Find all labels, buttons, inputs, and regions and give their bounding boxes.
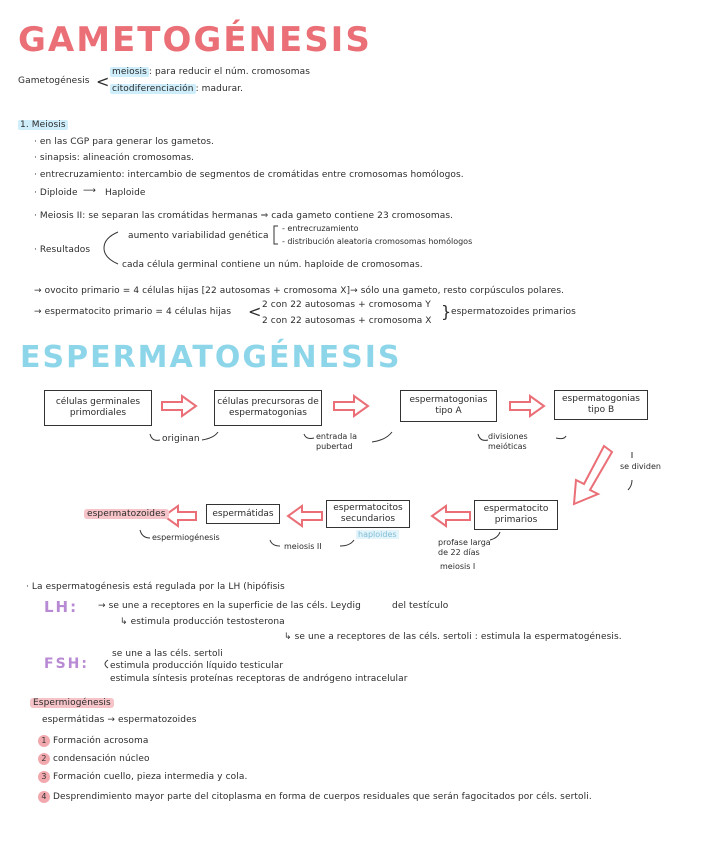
- box-espermatogonias-a: espermatogonias tipo A: [400, 390, 497, 422]
- lh-line-1: → se une a receptores en la superficie de las céls. Leydig: [98, 601, 361, 611]
- regulation-intro: · La espermatogénesis está regulada por la LH (hipófisis: [26, 582, 285, 592]
- espermio-step: 4 Desprendimiento mayor parte del citoplasma en forma de cuerpos residuales que serán fagocitados por céls. sertoli.: [38, 791, 592, 803]
- meiosis-desc: : para reducir el núm. cromosomas: [148, 67, 311, 77]
- resultado-2: cada célula germinal contiene un núm. haploide de cromosomas.: [122, 260, 423, 270]
- title-spermatogenesis: ESPERMATOGÉNESIS: [20, 340, 402, 375]
- note-haploides: haploides: [358, 530, 397, 539]
- box-precursoras: células precursoras de espermatogonias: [214, 390, 322, 426]
- box-espermatidas: espermátidas: [206, 504, 280, 524]
- note-originan: originan: [162, 434, 200, 444]
- note-meiosis-1: meiosis I: [440, 562, 476, 571]
- lh-label: LH:: [44, 598, 79, 616]
- meiosis-key: meiosis: [112, 67, 147, 77]
- resultado-1: aumento variabilidad genética: [128, 231, 269, 241]
- box-espermatocito-primarios: espermatocito primarios: [474, 500, 558, 530]
- meiosis-item: · sinapsis: alineación cromosomas.: [34, 153, 195, 163]
- lh-line-1b: del testículo: [392, 601, 449, 611]
- espermatocito-b: 2 con 22 autosomas + cromosoma X: [262, 316, 432, 326]
- box-espermatogonias-b: espermatogonias tipo B: [554, 390, 648, 420]
- fsh-line-1: se une a las céls. sertoli: [112, 649, 223, 659]
- brace-left-icon: <: [248, 302, 262, 321]
- meiosis-item: · en las CGP para generar los gametos.: [34, 137, 214, 147]
- note-pubertad: entrada la pubertad: [316, 432, 357, 451]
- box-germinales: células germinales primordiales: [44, 390, 152, 426]
- note-profase: profase larga de 22 días: [438, 538, 491, 557]
- fsh-label: FSH:: [44, 656, 89, 672]
- fsh-line-2: estimula producción líquido testicular: [110, 661, 284, 671]
- espermatocito-suffix: espermatozoides primarios: [451, 307, 576, 317]
- lh-line-3: ↳ se une a receptores de las céls. sertoli : estimula la espermatogénesis.: [284, 632, 622, 642]
- resultados-label: · Resultados: [34, 245, 91, 255]
- brace-left-icon: <: [96, 72, 110, 91]
- note-meiosis-2: meiosis II: [284, 542, 322, 551]
- title-gametogenesis: GAMETOGÉNESIS: [18, 20, 372, 60]
- note-se-dividen: se dividen: [620, 462, 661, 471]
- fsh-line-3: estimula síntesis proteínas receptoras de andrógeno intracelular: [110, 674, 408, 684]
- gametogenesis-label: Gametogénesis: [18, 76, 90, 86]
- note-espermiogenesis: espermiogénesis: [152, 533, 220, 542]
- resultado-1b: - distribución aleatoria cromosomas homólogos: [282, 237, 473, 246]
- brace-right-icon: }: [441, 302, 452, 321]
- lh-line-2: ↳ estimula producción testosterona: [120, 617, 285, 627]
- meiosis-item: · Diploide: [34, 188, 78, 198]
- citodif-key: citodiferenciación: [112, 84, 194, 94]
- resultado-1a: - entrecruzamiento: [282, 224, 359, 233]
- final-espermatozoides: espermatozoides: [84, 509, 169, 519]
- meiosis-item: · entrecruzamiento: intercambio de segmentos de cromátidas entre cromosomas homólogos.: [34, 170, 464, 180]
- box-espermatocitos-secundarios: espermatocitos secundarios: [326, 500, 410, 528]
- espermatocito-line: → espermatocito primario = 4 células hijas: [34, 307, 232, 317]
- arrow-right-icon: ⟶: [83, 186, 97, 196]
- espermio-heading: Espermiogénesis: [30, 698, 114, 708]
- meiosis-heading: 1. Meiosis: [20, 120, 66, 130]
- espermatocito-a: 2 con 22 autosomas + cromosoma Y: [262, 300, 431, 310]
- note-divisiones: divisiones meióticas: [488, 432, 528, 451]
- meiosis-item: · Meiosis II: se separan las cromátidas hermanas ⇒ cada gameto contiene 23 cromosomas.: [34, 211, 454, 221]
- espermio-step: 2 condensación núcleo: [38, 753, 150, 765]
- espermio-step: 1 Formación acrosoma: [38, 735, 148, 747]
- haploide-label: Haploide: [105, 188, 146, 198]
- espermio-line: espermátidas → espermatozoides: [42, 715, 197, 725]
- citodif-desc: : madurar.: [195, 84, 244, 94]
- ovocito-line: → ovocito primario = 4 células hijas [22 autosomas + cromosoma X]→ sólo una gameto, resto corpúsculos polares.: [34, 286, 565, 296]
- espermio-step: 3 Formación cuello, pieza intermedia y cola.: [38, 771, 247, 783]
